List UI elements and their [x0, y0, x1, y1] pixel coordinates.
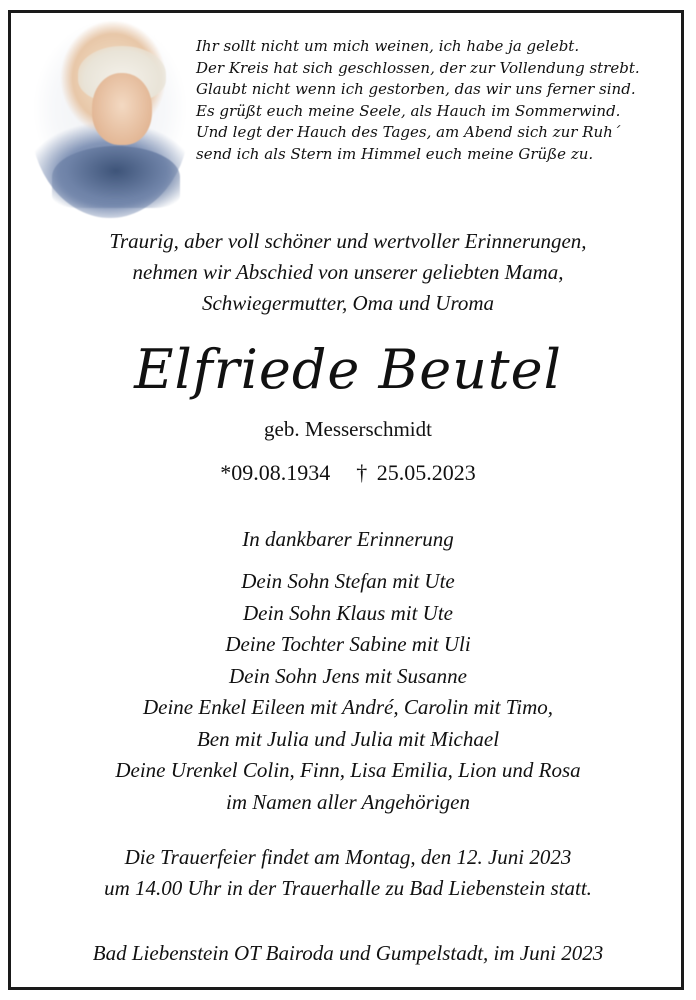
- family-line: Dein Sohn Jens mit Susanne: [229, 663, 467, 688]
- ceremony-info: [0, 842, 696, 904]
- poem-line: Es grüßt euch meine Seele, als Hauch im Sommerwind.: [196, 101, 621, 120]
- death-date: † 25.05.2023: [356, 460, 476, 485]
- ceremony-line: Die Trauerfeier findet am Montag, den 12. Juni 2023: [124, 845, 572, 869]
- family-line: Dein Sohn Klaus mit Ute: [243, 600, 453, 625]
- intro-text: [0, 226, 696, 319]
- life-dates: [0, 458, 696, 488]
- family-line: Deine Enkel Eileen mit André, Carolin mit Timo,: [142, 695, 554, 719]
- intro-line: Schwiegermutter, Oma und Uroma: [201, 291, 495, 315]
- family-list: [0, 566, 696, 818]
- poem-line: send ich als Stern im Himmel euch meine Grüße zu.: [196, 144, 594, 163]
- family-line: im Namen aller Angehörigen: [225, 789, 470, 814]
- portrait-clothing: [52, 146, 180, 208]
- poem-line: Ihr sollt nicht um mich weinen, ich habe ja gelebt.: [196, 37, 580, 55]
- poem-line: Der Kreis hat sich geschlossen, der zur Vollendung strebt.: [196, 58, 640, 77]
- maiden-name: geb. Messerschmidt: [264, 417, 432, 441]
- portrait-photo: [30, 18, 190, 218]
- thanks-line: In dankbarer Erinnerung: [242, 527, 454, 551]
- family-line: Dein Sohn Stefan mit Ute: [241, 569, 455, 593]
- family-line: Deine Urenkel Colin, Finn, Lisa Emilia, Lion und Rosa: [115, 758, 581, 782]
- portrait-face: [92, 73, 152, 145]
- birth-date: *09.08.1934: [220, 460, 331, 485]
- intro-line: nehmen wir Abschied von unserer geliebten Mama,: [132, 260, 564, 284]
- place-date: Bad Liebenstein OT Bairoda und Gumpelstadt, im Juni 2023: [92, 941, 604, 965]
- poem-line: Glaubt nicht wenn ich gestorben, das wir uns ferner sind.: [196, 80, 636, 98]
- deceased-name: Elfriede Beutel: [134, 338, 562, 401]
- family-line: Deine Tochter Sabine mit Uli: [225, 632, 471, 656]
- ceremony-line: um 14.00 Uhr in der Trauerhalle zu Bad Liebenstein statt.: [104, 876, 592, 900]
- poem: [196, 36, 666, 165]
- family-line: Ben mit Julia und Julia mit Michael: [196, 726, 500, 751]
- intro-line: Traurig, aber voll schöner und wertvoller Erinnerungen,: [109, 229, 587, 253]
- poem-line: Und legt der Hauch des Tages, am Abend sich zur Ruh´: [196, 123, 621, 141]
